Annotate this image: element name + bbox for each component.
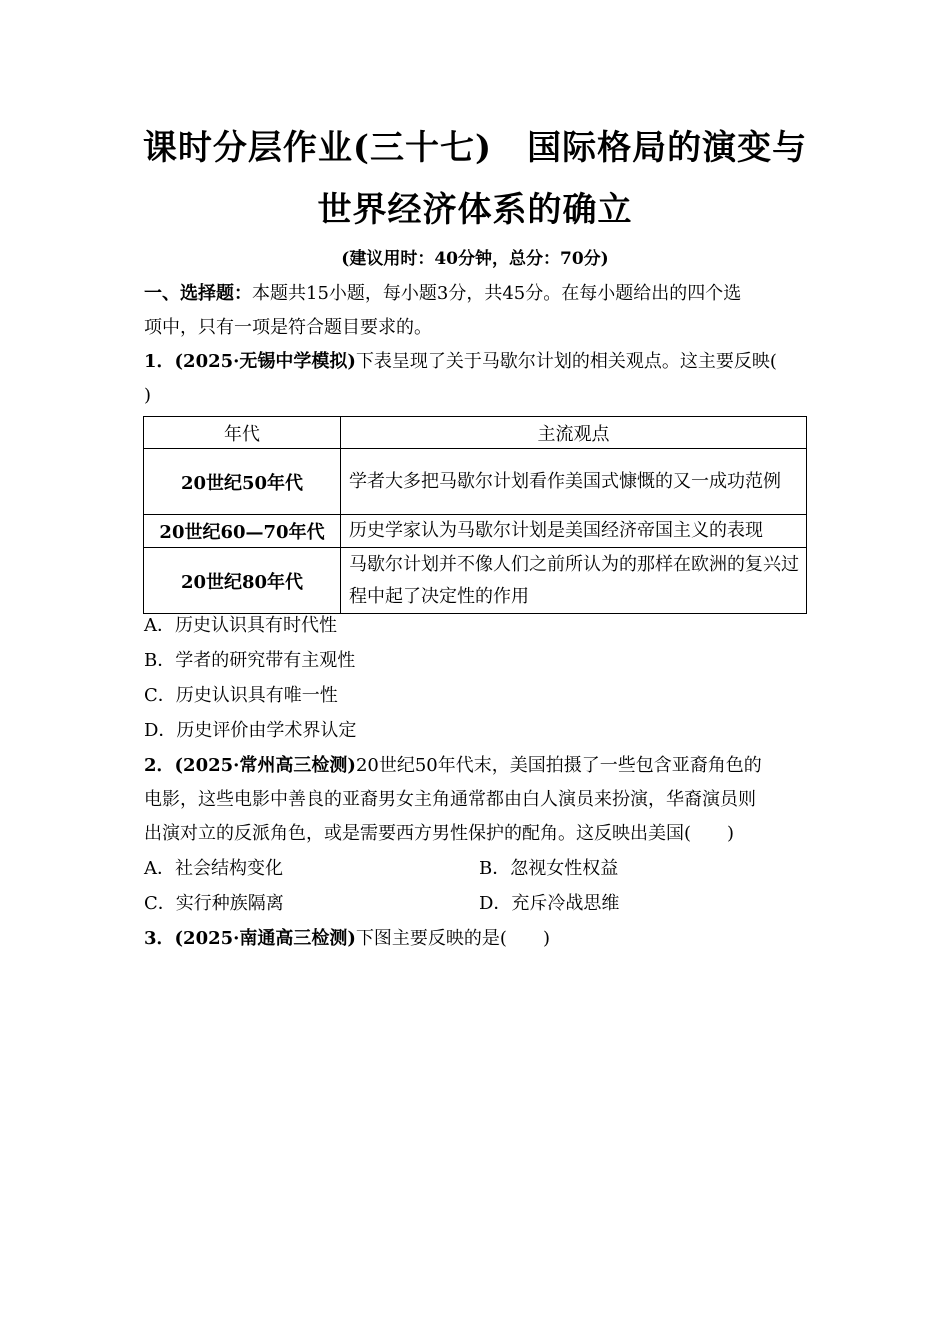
table-cell-era: 20世纪80年代: [144, 548, 341, 614]
time-score-note: (建议用时：40分钟，总分：70分): [341, 249, 609, 269]
table-cell-view: 历史学家认为马歇尔计划是美国经济帝国主义的表现: [341, 515, 807, 548]
page-title-line2: 世界经济体系的确立: [317, 190, 633, 230]
q1-number: 1．: [144, 351, 175, 372]
q1-option-d: D．历史评价由学术界认定: [144, 720, 357, 741]
q1-table: [143, 416, 807, 614]
q2-option-b: B．忽视女性权益: [479, 858, 619, 879]
q2-stem-text: 20世纪50年代末，美国拍摄了一些包含亚裔角色的: [355, 755, 762, 776]
q3-source: (2025·南通高三检测): [174, 928, 356, 949]
q2-stem-line1: [144, 754, 809, 778]
section-heading: 一、选择题：: [144, 283, 252, 304]
table-row: [144, 515, 807, 548]
table-cell-view: 学者大多把马歇尔计划看作美国式慷慨的又一成功范例: [341, 449, 807, 515]
q2-stem-line3: 出演对立的反派角色，或是需要西方男性保护的配角。这反映出美国( ): [144, 823, 735, 844]
table-cell-era: 20世纪50年代: [144, 449, 341, 515]
table-cell-era: 20世纪60—70年代: [144, 515, 341, 548]
q1-option-a: A．历史认识具有时代性: [144, 615, 337, 636]
q2-source: (2025·常州高三检测): [174, 755, 356, 776]
table-cell-view: 马歇尔计划并不像人们之前所认为的那样在欧洲的复兴过程中起了决定性的作用: [341, 548, 807, 614]
q1-option-b: B．学者的研究带有主观性: [144, 650, 356, 671]
table-header-view: 主流观点: [341, 417, 807, 449]
q1-stem-line1: [144, 350, 809, 374]
q2-option-a: A．社会结构变化: [144, 858, 283, 879]
q2-number: 2．: [144, 755, 175, 776]
section-intro-line2: 项中，只有一项是符合题目要求的。: [144, 317, 432, 338]
section-intro-text: 本题共15小题，每小题3分，共45分。在每小题给出的四个选: [252, 283, 742, 304]
q1-option-c: C．历史认识具有唯一性: [144, 685, 338, 706]
q1-stem-line2: ): [144, 385, 152, 406]
section-intro-line1: [144, 282, 809, 306]
q1-stem-text: 下表呈现了关于马歇尔计划的相关观点。这主要反映(: [355, 351, 777, 372]
table-row: [144, 548, 807, 614]
table-header-row: [144, 417, 807, 449]
q1-source: (2025·无锡中学模拟): [174, 351, 356, 372]
page-title-line1: 课时分层作业(三十七) 国际格局的演变与: [142, 128, 808, 168]
table-row: [144, 449, 807, 515]
q2-stem-line2: 电影，这些电影中善良的亚裔男女主角通常都由白人演员来扮演，华裔演员则: [144, 789, 756, 810]
q3-number: 3．: [144, 928, 175, 949]
q2-option-d: D．充斥冷战思维: [479, 893, 620, 914]
q3-stem-line1: [144, 927, 809, 951]
q2-option-c: C．实行种族隔离: [144, 893, 284, 914]
table-header-era: 年代: [144, 417, 341, 449]
q3-stem-text: 下图主要反映的是( ): [355, 928, 550, 949]
